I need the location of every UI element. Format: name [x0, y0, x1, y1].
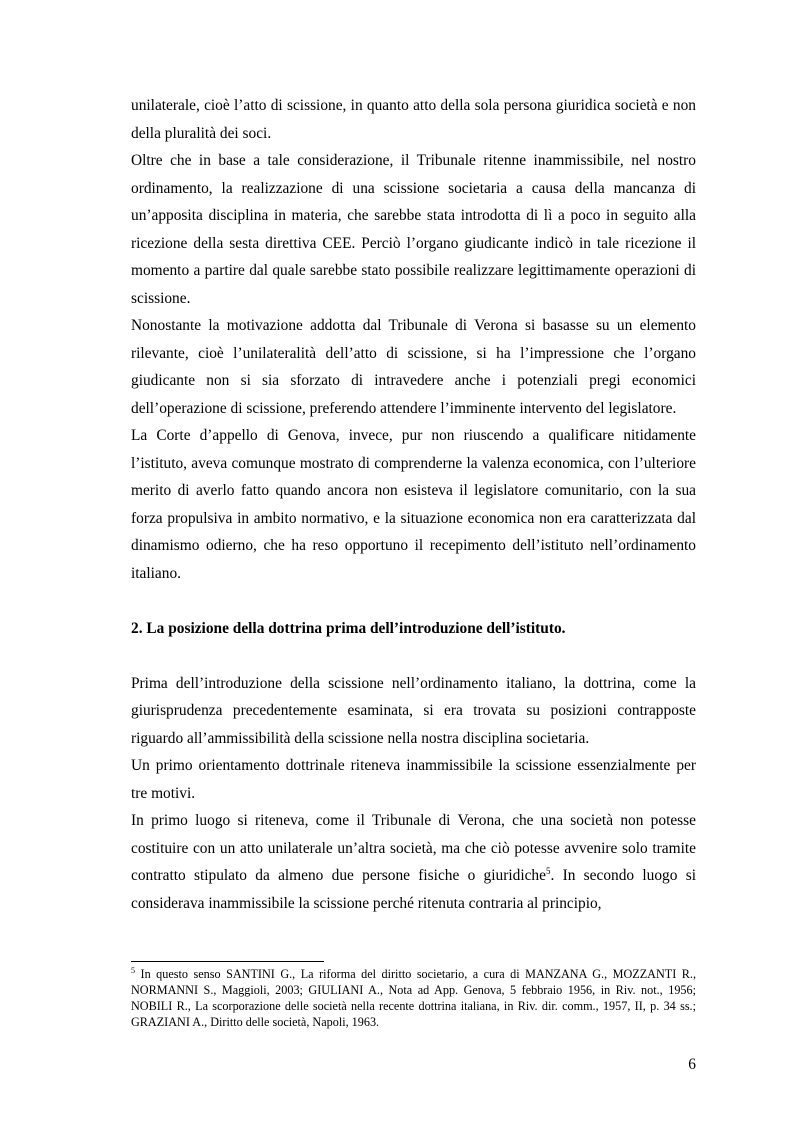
- footnote-number: 5: [131, 965, 135, 975]
- paragraph-7-start: In primo luogo si riteneva, come il Tribunale di Verona, che una società non potesse costituire con un atto unilaterale un’altra società, ma che ciò potesse avvenire solo tramite contratto stipulato da almeno due persone fisiche o giuridiche: [131, 812, 696, 884]
- footnote-separator: [131, 961, 324, 962]
- paragraph-5: Prima dell’introduzione della scissione nell’ordinamento italiano, la dottrina, come la giurisprudenza precedentemente esaminata, si era trovata su posizioni contrapposte riguardo all’ammissibilità della scissione nella nostra disciplina societaria.: [131, 674, 696, 747]
- page-number: 6: [688, 1056, 696, 1073]
- footnote: [131, 966, 696, 1030]
- paragraph-6: Un primo orientamento dottrinale riteneva inammissibile la scissione essenzialmente per tre motivi.: [131, 757, 696, 802]
- paragraph-1: unilaterale, cioè l’atto di scissione, in quanto atto della sola persona giuridica società e non della pluralità dei soci.: [131, 97, 696, 142]
- body-text: [131, 92, 696, 917]
- paragraph-2: Oltre che in base a tale considerazione, il Tribunale ritenne inammissibile, nel nostro ordinamento, la realizzazione di una scissione societaria a causa della mancanza di un’apposita disciplina in materia, che sarebbe stata introdotta di lì a poco in seguito alla ricezione della sesta direttiva CEE. Perciò l’organo giudicante indicò in tale ricezione il momento a partire dal quale sarebbe stato possibile realizzare legittimamente operazioni di scissione.: [131, 152, 696, 307]
- footnote-text: In questo senso SANTINI G., La riforma del diritto societario, a cura di MANZANA G., MOZZANTI R., NORMANNI S., Maggioli, 2003; GIULIANI A., Nota ad App. Genova, 5 febbraio 1956, in Riv. not., 1956; NOBILI R., La scorporazione delle società nella recente dottrina italiana, in Riv. dir. comm., 1957, II, p. 34 ss.; GRAZIANI A., Diritto delle società, Napoli, 1963.: [131, 967, 696, 1029]
- paragraph-4: La Corte d’appello di Genova, invece, pur non riuscendo a qualificare nitidamente l’istituto, aveva comunque mostrato di comprenderne la valenza economica, con l’ulteriore merito di averlo fatto quando ancora non esisteva il legislatore comunitario, con la sua forza propulsiva in ambito normativo, e la situazione economica non era caratterizzata dal dinamismo odierno, che ha reso opportuno il recepimento dell’istituto nell’ordinamento italiano.: [131, 427, 696, 582]
- paragraph-7-end: . In secondo luogo si considerava inammissibile la scissione perché ritenuta contraria al principio,: [131, 867, 696, 912]
- paragraph-7: [131, 807, 696, 917]
- paragraph-3: Nonostante la motivazione addotta dal Tribunale di Verona si basasse su un elemento rilevante, cioè l’unilateralità dell’atto di scissione, si ha l’impressione che l’organo giudicante non si sia sforzato di intravedere anche i potenziali pregi economici dell’operazione di scissione, preferendo attendere l’imminente intervento del legislatore.: [131, 317, 696, 417]
- section-heading: 2. La posizione della dottrina prima dell’introduzione dell’istituto.: [131, 619, 566, 637]
- footnote-reference[interactable]: 5: [545, 865, 551, 876]
